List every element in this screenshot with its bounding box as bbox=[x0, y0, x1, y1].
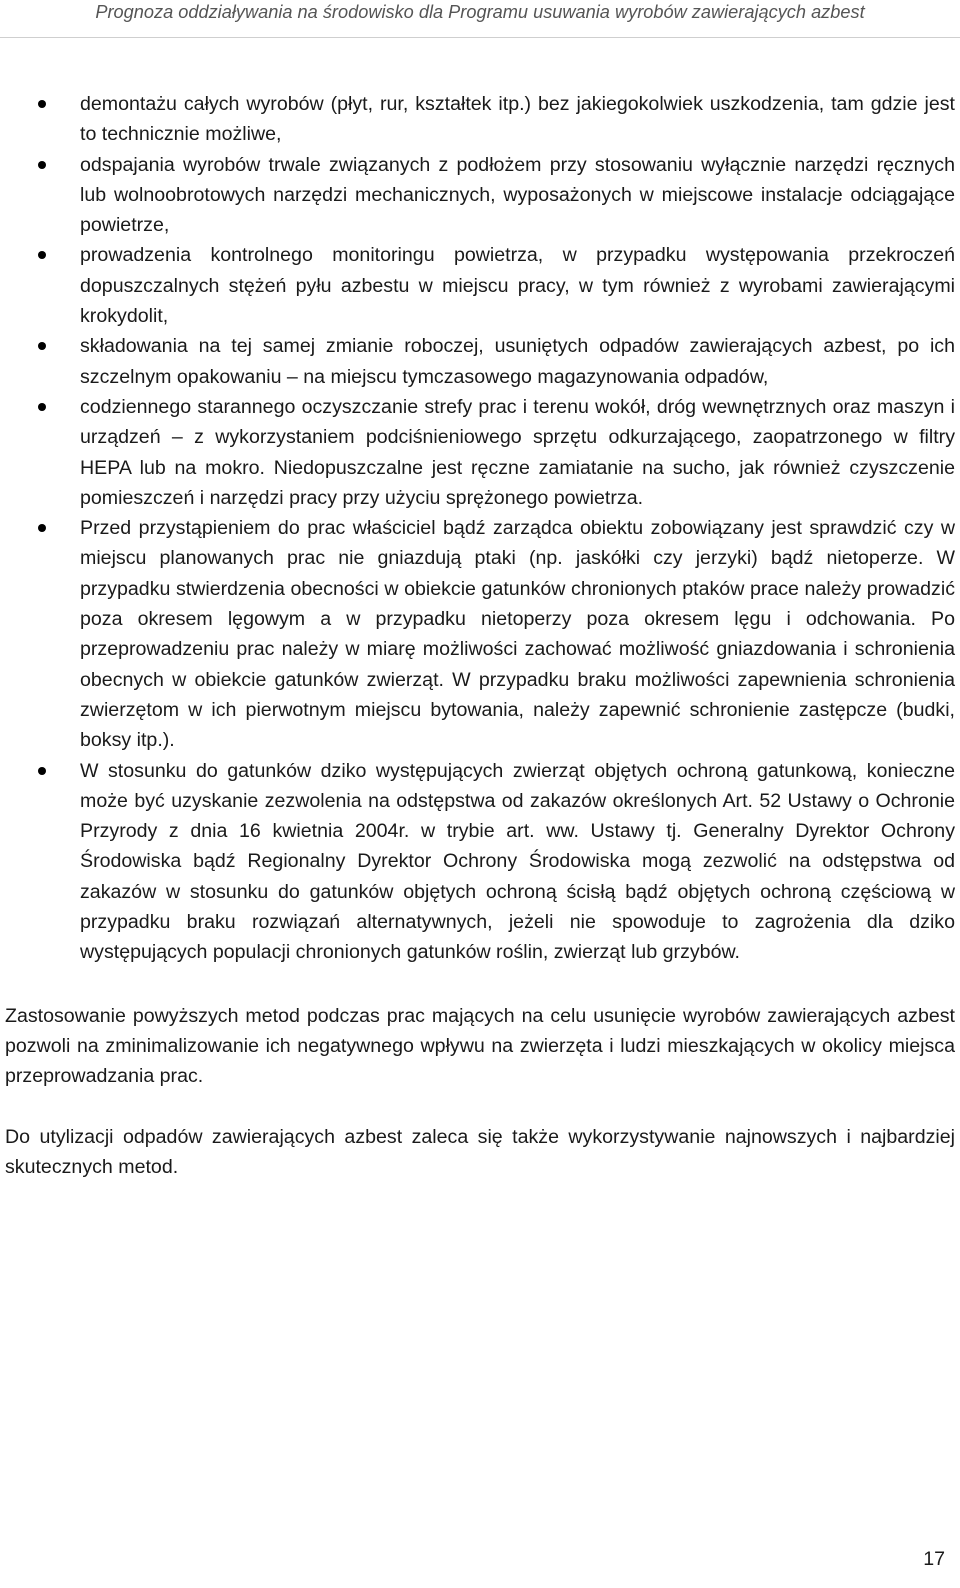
list-item-text: codziennego starannego oczyszczanie strefy prac i terenu wokół, dróg wewnętrznych oraz maszyn i urządzeń – z wykorzystaniem podciśnieniowego sprzętu odkurzającego, zaopatrzonego w filtry HEPA lub na mokro. Niedopuszczalne jest ręczne zamiatanie na sucho, jak również czyszczenie pomieszczeń i narzędzi pracy przy użyciu sprężonego powietrza. bbox=[80, 395, 955, 509]
bullet-list bbox=[5, 89, 955, 968]
list-item-text: składowania na tej samej zmianie roboczej, usuniętych odpadów zawierających azbest, po ich szczelnym opakowaniu – na miejscu tymczasowego magazynowania odpadów, bbox=[80, 335, 955, 388]
body-paragraph: Zastosowanie powyższych metod podczas prac mających na celu usunięcie wyrobów zawierających azbest pozwoli na zminimalizowanie ich negatywnego wpływu na zwierzęta i ludzi mieszkających w okolicy miejsca przeprowadzania prac. bbox=[5, 1004, 955, 1088]
bullet-icon bbox=[38, 251, 46, 259]
list-item bbox=[5, 150, 955, 241]
list-item bbox=[5, 392, 955, 513]
page-content bbox=[5, 89, 955, 1182]
running-header bbox=[0, 0, 960, 38]
page-number: 17 bbox=[923, 1548, 945, 1570]
document-title: Prognoza oddziaływania na środowisko dla Programu usuwania wyrobów zawierających azbest bbox=[95, 2, 865, 22]
bullet-icon bbox=[38, 767, 46, 775]
body-paragraph: Do utylizacji odpadów zawierających azbest zaleca się także wykorzystywanie najnowszych i najbardziej skutecznych metod. bbox=[5, 1125, 955, 1178]
list-item bbox=[5, 89, 955, 150]
list-item-text: W stosunku do gatunków dziko występujących zwierząt objętych ochroną gatunkową, konieczne może być uzyskanie zezwolenia na odstępstwa od zakazów określonych Art. 52 Ustawy o Ochronie Przyrody z dnia 16 kwietnia 2004r. w trybie art. ww. Ustawy tj. Generalny Dyrektor Ochrony Środowiska bądź Regionalny Dyrektor Ochrony Środowiska mogą zezwolić na odstępstwa od zakazów w stosunku do gatunków objętych ochroną ścisłą bądź objętych ochroną częściową w przypadku braku rozwiązań alternatywnych, jeżeli nie spowoduje to zagrożenia dla dziko występujących populacji chronionych gatunków roślin, zwierząt lub grzybów. bbox=[80, 759, 955, 964]
bullet-icon bbox=[38, 342, 46, 350]
bullet-icon bbox=[38, 100, 46, 108]
list-item bbox=[5, 331, 955, 392]
list-item bbox=[5, 513, 955, 755]
list-item-text: demontażu całych wyrobów (płyt, rur, kształtek itp.) bez jakiegokolwiek uszkodzenia, tam gdzie jest to technicznie możliwe, bbox=[80, 93, 955, 146]
bullet-icon bbox=[38, 161, 46, 169]
list-item-text: prowadzenia kontrolnego monitoringu powietrza, w przypadku występowania przekroczeń dopuszczalnych stężeń pyłu azbestu w miejscu pracy, w tym również z wyrobami zawierającymi krokydolit, bbox=[80, 244, 955, 328]
list-item-text: odspajania wyrobów trwale związanych z podłożem przy stosowaniu wyłącznie narzędzi ręcznych lub wolnoobrotowych narzędzi mechanicznych, wyposażonych w miejscowe instalacje odciągające powietrze, bbox=[80, 153, 955, 237]
list-item bbox=[5, 240, 955, 331]
list-item-text: Przed przystąpieniem do prac właściciel bądź zarządca obiektu zobowiązany jest sprawdzić czy w miejscu planowanych prac nie gniazdują ptaki (np. jaskółki czy jerzyki) bądź nietoperze. W przypadku stwierdzenia obecności w obiekcie gatunków chronionych ptaków prace należy prowadzić poza okresem lęgowym a w przypadku nietoperzy poza okresem lęgu i odchowania. Po przeprowadzeniu prac należy w miarę możliwości zachować możliwość gniazdowania i schronienia obecnych w obiekcie gatunków zwierząt. W przypadku braku możliwości zapewnienia schronienia zwierzętom w ich pierwotnym miejscu bytowania, należy zapewnić schronienie zastępcze (budki, boksy itp.). bbox=[80, 517, 955, 752]
bullet-icon bbox=[38, 524, 46, 532]
list-item bbox=[5, 756, 955, 968]
bullet-icon bbox=[38, 403, 46, 411]
